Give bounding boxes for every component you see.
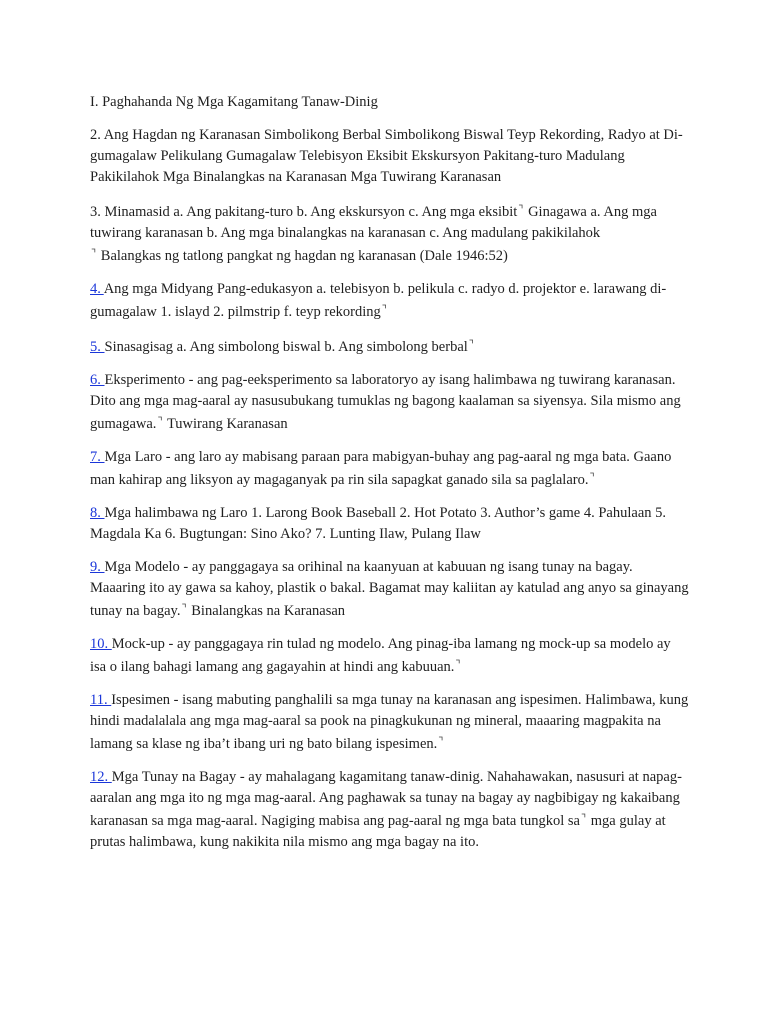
paragraph-text: 2. Ang Hagdan ng Karanasan Simbolikong Berbal Simbolikong Biswal Teyp Rekording, Radyo at Di-gumagalaw Pelikulang Gumagalaw Telebisyon Eksibit Ekskursyon Pakitang-turo Madulang Pakikilahok Mga Binalangkas na Karanasan Mga Tuwirang Karanasan	[90, 127, 683, 185]
paragraph-10	[90, 634, 690, 678]
page-link-4[interactable]: 4.	[90, 281, 104, 297]
paragraph-7	[90, 447, 690, 491]
paragraph-text: Tuwirang Karanasan	[163, 416, 288, 432]
page-link-7[interactable]: 7.	[90, 449, 105, 465]
corner-mark-icon: ⌝	[581, 813, 587, 825]
paragraph-text: Ginagawa a. Ang mga tuwirang karanasan b. Ang mga binalangkas na karanasan c. Ang madulang pakikilahok	[90, 204, 657, 241]
page-link-12[interactable]: 12.	[90, 769, 112, 785]
paragraph-6	[90, 370, 690, 435]
paragraph-text: Mga halimbawa ng Laro 1. Larong Book Baseball 2. Hot Potato 3. Author’s game 4. Pahulaan 5. Magdala Ka 6. Bugtungan: Sino Ako? 7. Lunting Ilaw, Pulang Ilaw	[90, 505, 667, 542]
paragraph-text: Mga Tunay na Bagay - ay mahalagang kagamitang tanaw-dinig. Nahahawakan, nasusuri at napag-aaralan ang mga ito ng mga mag-aaral. Ang paghawak sa tunay na bagay ay nagbibigay ng kakaibang karanasan sa mga mag-aaral. Nagiging mabisa ang pag-aaral ng mga bata tungkol sa	[90, 769, 682, 829]
paragraph-text: Sinasagisag a. Ang simbolong biswal b. Ang simbolong berbal	[104, 339, 468, 355]
corner-mark-icon: ⌝	[91, 248, 97, 260]
paragraph-text: Mga Modelo - ay panggagaya sa orihinal na kaanyuan at kabuuan ng isang tunay na bagay. Maaaring ito ay gawa sa kahoy, plastik o bakal. Bagamat may kaliitan ay katulad ang anyo sa ginayang tunay na bagay.	[90, 559, 689, 619]
paragraph-text: Eksperimento - ang pag-eeksperimento sa laboratoryo ay isang halimbawa ng tuwirang karanasan. Dito ang mga mag-aaral ay nasusubukang tumuklas ng bagong kaalaman sa siyensya. Sila mismo ang gumagawa.	[90, 372, 681, 432]
document-page	[90, 92, 690, 865]
page-link-9[interactable]: 9.	[90, 559, 105, 575]
paragraph-text: Mga Laro - ang laro ay mabisang paraan para mabigyan-buhay ang pag-aaral ng mga bata. Gaano man kahirap ang liksyon ay magaganyak pa rin sila sapagkat ganado sila sa paglalaro.	[90, 449, 672, 488]
paragraph-text: Mock-up - ay panggagaya rin tulad ng modelo. Ang pinag-iba lamang ng mock-up sa modelo ay isa o ilang bahagi lamang ang gagayahin at hindi ang kabuuan.	[90, 636, 671, 675]
paragraph-9	[90, 557, 690, 622]
paragraph-text: Ang mga Midyang Pang-edukasyon a. telebisyon b. pelikula c. radyo d. projektor e. larawang di-gumagalaw 1. islayd 2. pilmstrip f. teyp rekording	[90, 281, 667, 320]
paragraph-text: mga gulay at prutas halimbawa, kung nakikita nila mismo ang mga bagay na ito.	[90, 813, 666, 850]
corner-mark-icon: ⌝	[157, 416, 163, 428]
paragraph-11	[90, 690, 690, 755]
paragraph-3	[90, 200, 690, 267]
corner-mark-icon: ⌝	[468, 339, 474, 351]
paragraph-text: Binalangkas na Karanasan	[187, 603, 346, 619]
page-link-5[interactable]: 5.	[90, 339, 105, 355]
page-link-6[interactable]: 6.	[90, 372, 105, 388]
corner-mark-icon: ⌝	[589, 472, 595, 484]
page-link-10[interactable]: 10.	[90, 636, 112, 652]
paragraph-5	[90, 335, 690, 358]
corner-mark-icon: ⌝	[518, 204, 524, 216]
paragraph-text: 3. Minamasid a. Ang pakitang-turo b. Ang ekskursyon c. Ang mga eksibit	[90, 204, 518, 220]
corner-mark-icon: ⌝	[455, 659, 461, 671]
corner-mark-icon: ⌝	[381, 304, 387, 316]
page-link-8[interactable]: 8.	[90, 505, 105, 521]
corner-mark-icon: ⌝	[438, 736, 444, 748]
section-heading	[90, 92, 690, 113]
paragraph-8	[90, 503, 690, 545]
paragraph-2	[90, 125, 690, 188]
page-link-11[interactable]: 11.	[90, 692, 112, 708]
heading-text: I. Paghahanda Ng Mga Kagamitang Tanaw-Dinig	[90, 94, 378, 110]
paragraph-4	[90, 279, 690, 323]
paragraph-text: Ispesimen - isang mabuting panghalili sa mga tunay na karanasan ang ispesimen. Halimbawa, kung hindi madalalala ang mga mag-aaral sa pook na pinagkukunan ng mineral, maaaring magpakita na lamang sa klase ng iba’t ibang uri ng bato bilang ispesimen.	[90, 692, 689, 752]
paragraph-text: Balangkas ng tatlong pangkat ng hagdan ng karanasan (Dale 1946:52)	[97, 248, 508, 264]
corner-mark-icon: ⌝	[181, 603, 187, 615]
paragraph-12	[90, 767, 690, 853]
